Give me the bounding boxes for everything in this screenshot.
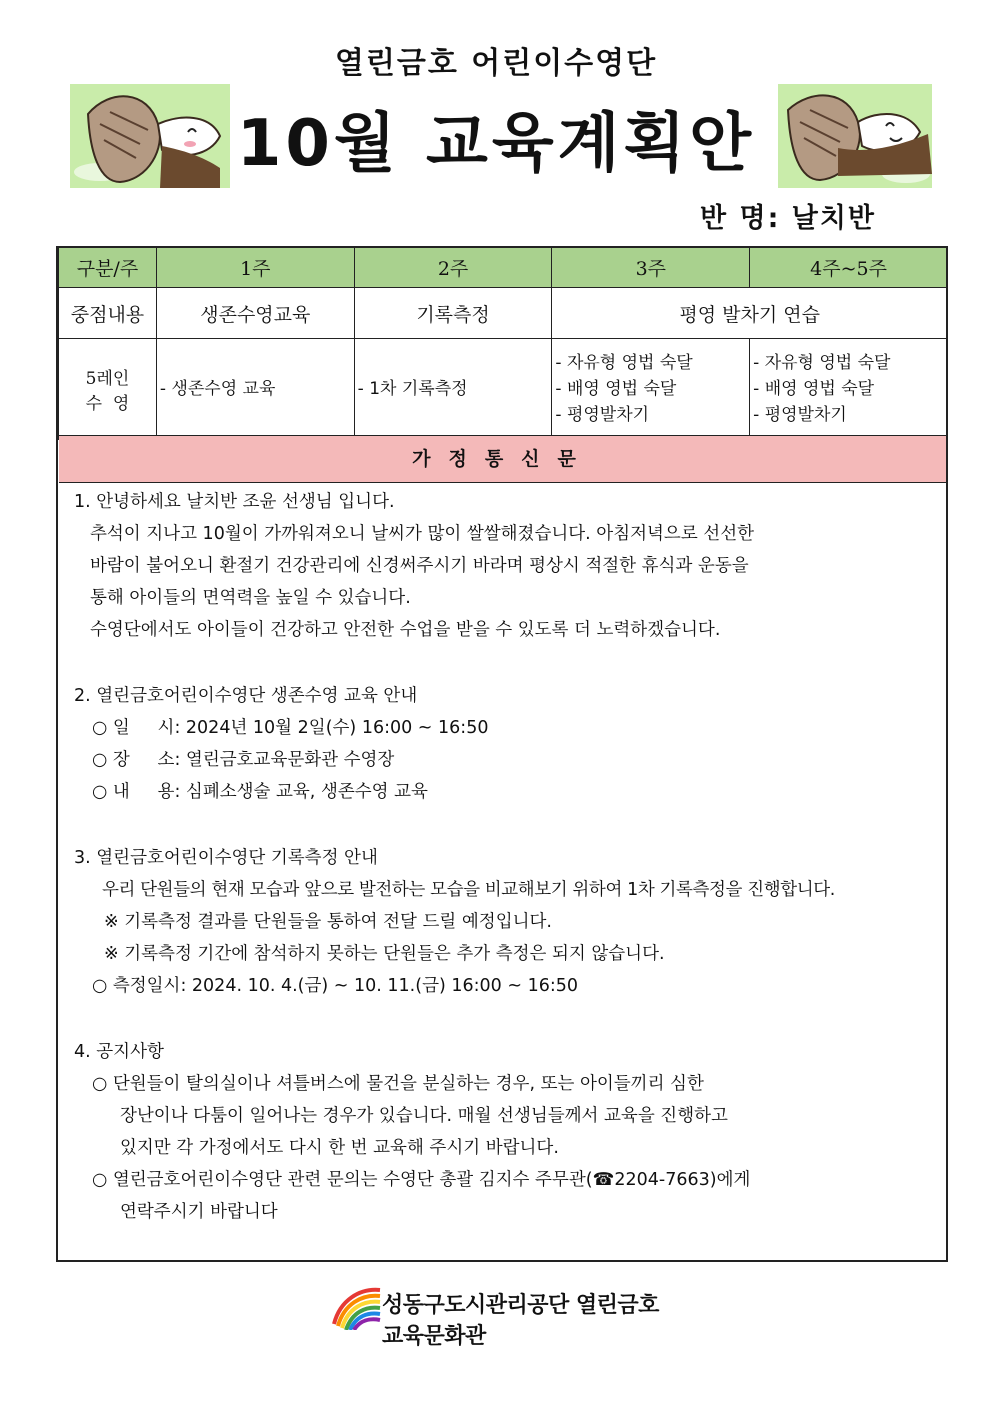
fish-illustration-right <box>778 84 932 188</box>
fish-icon <box>778 84 932 188</box>
list-item: - 자유형 영법 숙달 <box>555 353 693 373</box>
list-item: - 평영발차기 <box>753 405 847 425</box>
lane-week2: - 1차 기록측정 <box>354 339 552 440</box>
class-name: 반 명: 날치반 <box>700 203 877 234</box>
list-item: ○ 장 소: 열린금호교육문화관 수영장 <box>92 750 395 770</box>
paragraph-line: 바람이 불어오니 환절기 건강관리에 신경써주시기 바라며 평상시 적절한 휴식과 운동을 <box>90 556 749 576</box>
lane-week45 <box>750 339 948 440</box>
paragraph-line: ※ 기록측정 결과를 단원들을 통하여 전달 드릴 예정입니다. <box>104 912 552 932</box>
list-item: ○ 일 시: 2024년 10월 2일(수) 16:00 ~ 16:50 <box>92 718 489 738</box>
paragraph-line: 있지만 각 가정에서도 다시 한 번 교육해 주시기 바랍니다. <box>120 1138 559 1158</box>
section-title: 1. 안녕하세요 날치반 조윤 선생님 입니다. <box>74 492 395 512</box>
rainbow-logo-icon <box>330 1280 382 1330</box>
list-item: ○ 단원들이 탈의실이나 셔틀버스에 물건을 분실하는 경우, 또는 아이들끼리 심한 <box>92 1074 704 1094</box>
focus-label: 중점내용 <box>59 288 157 339</box>
lane-week3 <box>552 339 750 440</box>
header-week2: 2주 <box>354 247 552 288</box>
paragraph-line: ※ 기록측정 기간에 참석하지 못하는 단원들은 추가 측정은 되지 않습니다. <box>104 944 665 964</box>
header-week3: 3주 <box>552 247 750 288</box>
document-title: 10월 교육계획안 <box>236 107 756 181</box>
document-subtitle: 열린금호 어린이수영단 <box>334 46 658 81</box>
footer-logo <box>330 1280 670 1349</box>
list-item: - 배영 영법 숙달 <box>555 379 677 399</box>
table-row <box>59 288 948 339</box>
list-item: ○ 열린금호어린이수영단 관련 문의는 수영단 총괄 김지수 주무관(☎2204-7663)에게 <box>92 1170 751 1190</box>
table-header-row <box>59 247 948 288</box>
weekly-plan-table <box>58 246 948 440</box>
notice-body <box>74 486 934 1228</box>
list-item: ○ 측정일시: 2024. 10. 4.(금) ~ 10. 11.(금) 16:00 ~ 16:50 <box>92 976 579 996</box>
list-item: - 배영 영법 숙달 <box>753 379 875 399</box>
paragraph-line: 연락주시기 바랍니다 <box>120 1202 278 1222</box>
notice-title-bar: 가정통신문 <box>59 435 947 483</box>
paragraph-line: 통해 아이들의 면역력을 높일 수 있습니다. <box>90 588 411 608</box>
header-week1: 1주 <box>156 247 354 288</box>
section-title: 2. 열린금호어린이수영단 생존수영 교육 안내 <box>74 686 418 706</box>
lane-label <box>59 339 157 440</box>
paragraph-line: 수영단에서도 아이들이 건강하고 안전한 수업을 받을 수 있도록 더 노력하겠습니다. <box>90 620 721 640</box>
focus-week1: 생존수영교육 <box>156 288 354 339</box>
organization-name: 성동구도시관리공단 열린금호교육문화관 <box>382 1293 659 1349</box>
paragraph-line: 우리 단원들의 현재 모습과 앞으로 발전하는 모습을 비교해보기 위하여 1차 기록측정을 진행합니다. <box>102 880 835 900</box>
section-title: 4. 공지사항 <box>74 1042 164 1062</box>
list-item: ○ 내 용: 심폐소생술 교육, 생존수영 교육 <box>92 782 428 802</box>
lane-week1: - 생존수영 교육 <box>156 339 354 440</box>
list-item: - 자유형 영법 숙달 <box>753 353 891 373</box>
lane-label-line: 수 영 <box>85 394 130 414</box>
header-category: 구분/주 <box>59 247 157 288</box>
header-week45: 4주~5주 <box>750 247 948 288</box>
list-item: - 평영발차기 <box>555 405 650 425</box>
paragraph-line: 장난이나 다툼이 일어나는 경우가 있습니다. 매월 선생님들께서 교육을 진행하고 <box>120 1106 728 1126</box>
paragraph-line: 추석이 지나고 10월이 가까워져오니 날씨가 많이 쌀쌀해졌습니다. 아침저녁으로 선선한 <box>90 524 755 544</box>
table-row <box>59 339 948 440</box>
focus-week3-5: 평영 발차기 연습 <box>552 288 948 339</box>
focus-week2: 기록측정 <box>354 288 552 339</box>
lane-label-line: 5레인 <box>85 369 130 389</box>
section-title: 3. 열린금호어린이수영단 기록측정 안내 <box>74 848 378 868</box>
